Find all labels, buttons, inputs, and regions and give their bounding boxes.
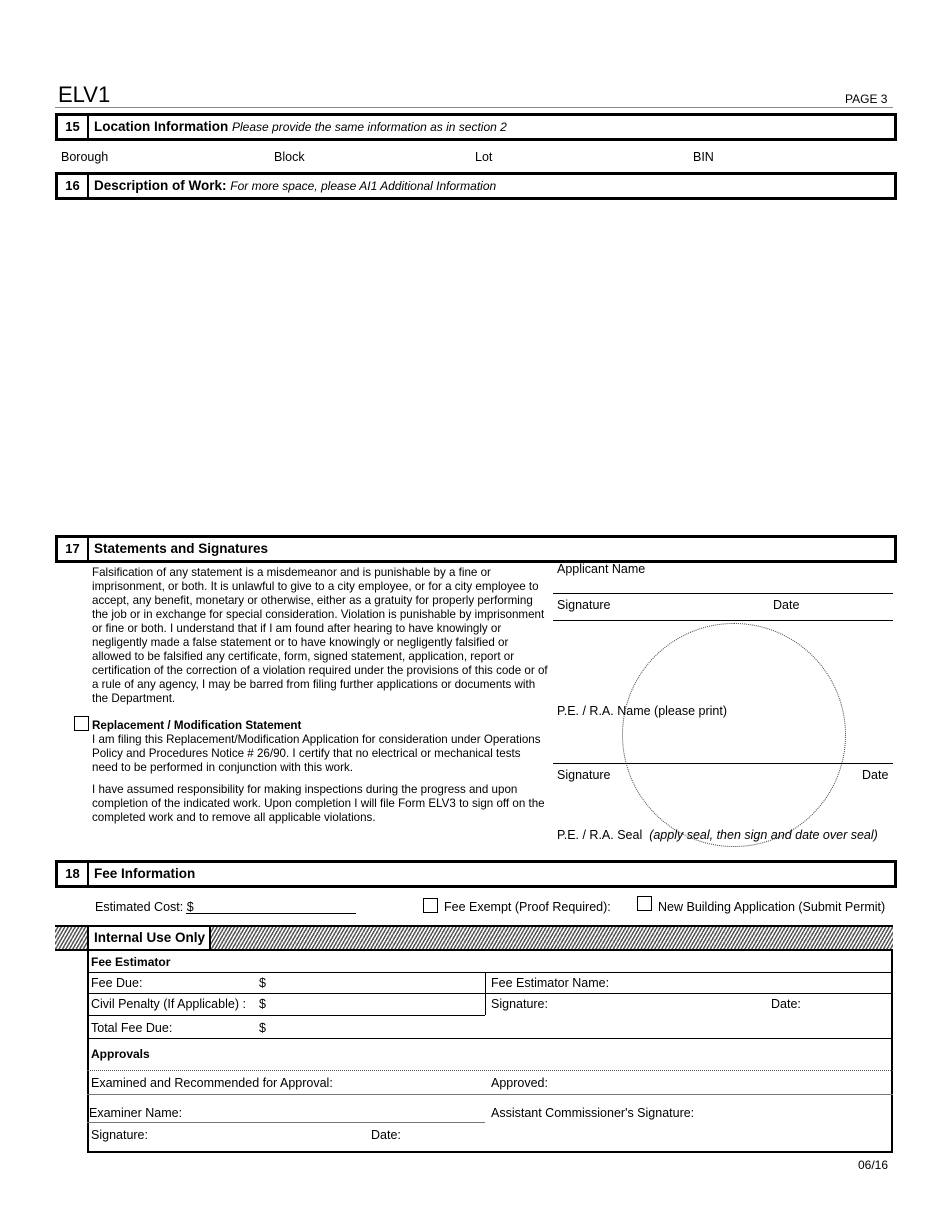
section-number: 18 (58, 863, 89, 885)
approved-field[interactable]: Approved: (491, 1076, 548, 1090)
applicant-date-label[interactable]: Date (773, 598, 800, 612)
section-17-header (55, 535, 897, 563)
description-of-work-area[interactable] (55, 203, 897, 528)
borough-field[interactable]: Borough (61, 150, 109, 164)
seal-circle (622, 623, 846, 847)
section-title: Location Information (94, 119, 229, 134)
section-15-header (55, 113, 897, 141)
fee-estimator-heading: Fee Estimator (91, 955, 171, 969)
bin-field[interactable]: BIN (693, 150, 714, 164)
page-number: PAGE 3 (845, 92, 888, 106)
pe-seal-note: (apply seal, then sign and date over seal) (649, 828, 878, 842)
form-id: ELV1 (58, 82, 111, 107)
falsification-statement: Falsification of any statement is a misdemeanor and is punishable by a fine or imprisonment, or both. It is unlawful to give to a city employee, or for a city employee to accept, any benefit, monetary or otherwise, either as a gratuity for properly performing the job or in exchange for special consideration. Violation is punishable by imprisonment or fine or both. I understand that if I am found after hearing to have knowingly or negligently made a false statement or to have knowingly or negligently falsified or allowed to be falsified any certificate, form, signed statement, application, report or certification of the correction of a violation required under the provisions of this code or of a rule of any agency, I may be barred from filing further applications or documents with the Department. (92, 566, 548, 705)
block-field[interactable]: Block (274, 150, 305, 164)
civil-penalty-field[interactable]: $ (259, 997, 266, 1011)
section-number: 16 (58, 175, 89, 197)
section-title: Description of Work: (94, 178, 227, 193)
section-title: Fee Information (94, 866, 196, 881)
replacement-statement: I am filing this Replacement/Modification Application for consideration under Operations Policy and Procedures Notice # 26/90. I certify that no electrical or mechanical tests need to be performed in conjunction with this work. (92, 733, 541, 774)
section-number: 15 (58, 116, 89, 138)
fee-estimator-date-field[interactable]: Date: (771, 997, 801, 1011)
form-revision: 06/16 (858, 1158, 889, 1172)
lot-field[interactable]: Lot (475, 150, 493, 164)
examiner-date-field[interactable]: Date: (371, 1128, 401, 1142)
new-building-checkbox[interactable] (637, 896, 652, 911)
section-16-header (55, 172, 897, 200)
civil-penalty-label: Civil Penalty (If Applicable) : (91, 997, 246, 1011)
examiner-signature-field[interactable]: Signature: (91, 1128, 148, 1142)
estimated-cost-field[interactable]: Estimated Cost: $ (95, 900, 194, 914)
internal-use-title: Internal Use Only (87, 925, 211, 951)
fee-exempt-label: Fee Exempt (Proof Required): (444, 900, 611, 914)
new-building-label: New Building Application (Submit Permit) (658, 900, 886, 914)
applicant-name-label[interactable]: Applicant Name (557, 562, 646, 576)
asst-commissioner-signature-field[interactable]: Assistant Commissioner's Signature: (491, 1106, 695, 1120)
section-18-header (55, 860, 897, 888)
section-number: 17 (58, 538, 89, 560)
total-fee-due-field[interactable]: $ (259, 1021, 266, 1035)
replacement-title: Replacement / Modification Statement (92, 719, 302, 732)
fee-due-field[interactable]: $ (259, 976, 266, 990)
examined-field[interactable]: Examined and Recommended for Approval: (91, 1076, 333, 1090)
replacement-checkbox[interactable] (74, 716, 89, 731)
approvals-heading: Approvals (91, 1047, 150, 1061)
section-title: Statements and Signatures (94, 541, 269, 556)
applicant-signature-label[interactable]: Signature (557, 598, 611, 612)
pe-seal-label: P.E. / R.A. Seal (557, 828, 643, 842)
section-note: For more space, please AI1 Additional Information (230, 179, 497, 193)
examiner-name-field[interactable]: Examiner Name: (89, 1106, 183, 1120)
section-note: Please provide the same information as in section 2 (232, 120, 507, 134)
fee-estimator-signature-field[interactable]: Signature: (491, 997, 548, 1011)
fee-due-label: Fee Due: (91, 976, 143, 990)
pe-signature-label[interactable]: Signature (557, 768, 611, 782)
responsibility-statement: I have assumed responsibility for making inspections during the progress and upon completion of the indicated work. Upon completion I will file Form ELV3 to sign off on the completed work and to remove all applicable violations. (92, 783, 545, 824)
pe-name-label[interactable]: P.E. / R.A. Name (please print) (557, 704, 727, 718)
pe-date-label[interactable]: Date (862, 768, 889, 782)
fee-estimator-name-field[interactable]: Fee Estimator Name: (491, 976, 610, 990)
fee-exempt-checkbox[interactable] (423, 898, 438, 913)
total-fee-due-label: Total Fee Due: (91, 1021, 173, 1035)
